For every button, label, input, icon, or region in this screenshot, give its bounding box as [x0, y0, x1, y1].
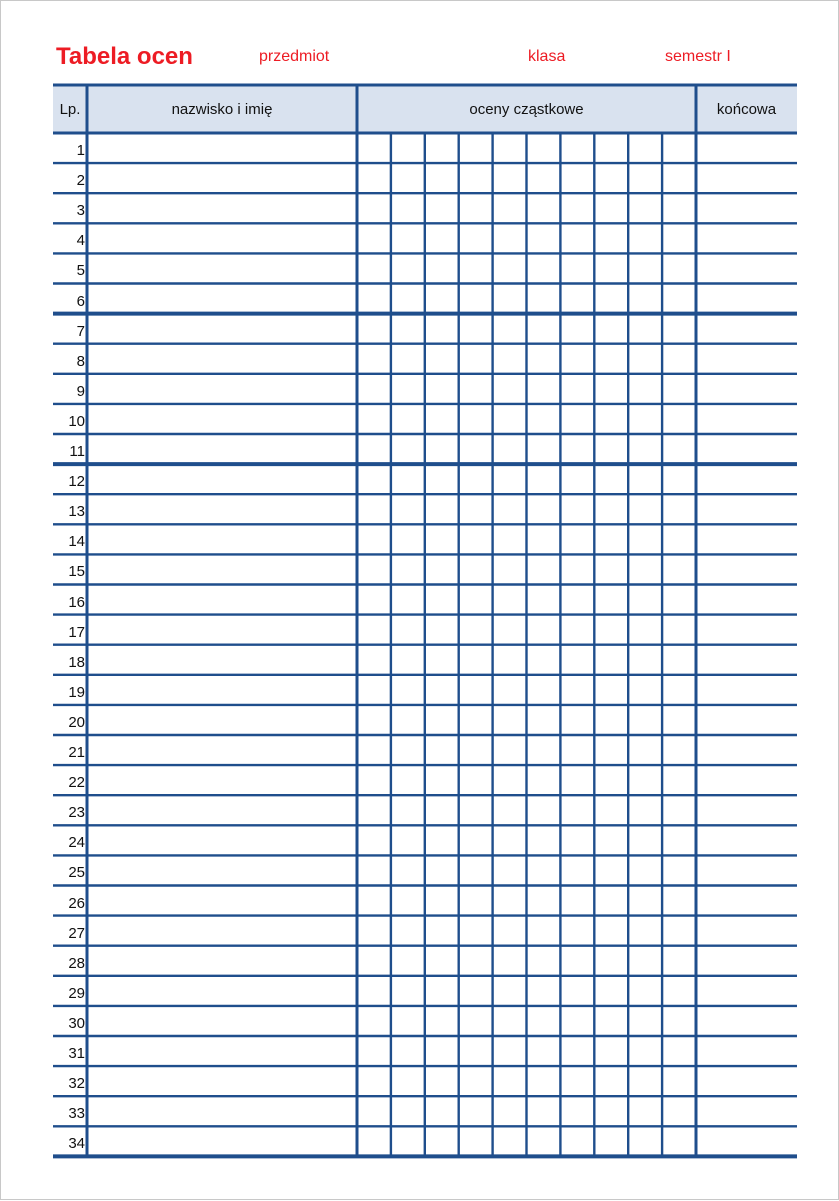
row-number: 15: [68, 563, 85, 581]
row-number: 9: [76, 382, 85, 400]
row-number: 10: [68, 412, 85, 430]
page-title: Tabela ocen: [56, 43, 193, 70]
row-number: 18: [68, 653, 85, 671]
row-number: 22: [68, 774, 85, 792]
row-number: 34: [68, 1135, 85, 1153]
row-number: 28: [68, 954, 85, 972]
column-header-final-grade: końcowa: [716, 100, 777, 118]
row-number: 26: [68, 894, 85, 912]
row-number: 3: [76, 202, 85, 220]
row-number: 21: [68, 744, 85, 761]
row-number: 2: [76, 172, 85, 190]
semester-label: semestr I: [665, 48, 731, 65]
row-number: 4: [76, 232, 85, 250]
row-number: 27: [68, 924, 85, 942]
row-number: 1: [76, 142, 85, 159]
row-number: 11: [69, 443, 85, 460]
row-number: 23: [68, 804, 85, 822]
class-label: klasa: [528, 48, 566, 65]
grade-table-grid: [1, 1, 839, 1201]
row-number: 31: [68, 1045, 85, 1062]
row-number: 12: [68, 473, 85, 491]
subject-label: przedmiot: [259, 48, 330, 65]
row-number: 19: [68, 683, 85, 701]
row-number: 25: [68, 864, 85, 882]
row-number: 14: [68, 533, 85, 551]
column-header-number: Lp.: [59, 100, 81, 118]
row-number: 33: [68, 1105, 85, 1123]
row-number: 16: [68, 593, 85, 611]
row-number: 7: [76, 322, 85, 340]
row-number: 24: [68, 834, 85, 852]
row-number: 20: [68, 713, 85, 731]
row-number: 30: [68, 1014, 85, 1032]
row-number: 32: [68, 1075, 85, 1093]
column-header-name: nazwisko i imię: [171, 100, 273, 118]
column-header-partial-grades: oceny cząstkowe: [469, 100, 584, 118]
row-number: 6: [76, 292, 85, 310]
row-number: 5: [76, 262, 85, 280]
row-number: 13: [68, 503, 85, 521]
row-number: 17: [68, 623, 85, 641]
row-number: 8: [76, 352, 85, 370]
row-number: 29: [68, 984, 85, 1002]
